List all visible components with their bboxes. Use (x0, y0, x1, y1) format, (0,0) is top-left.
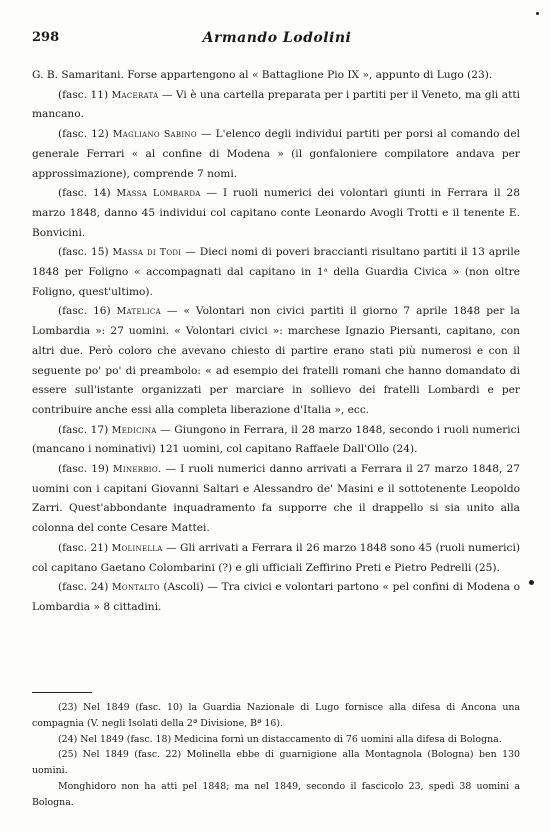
page-number: 298 (32, 30, 60, 45)
paragraph: (fasc. 16) Matelica — « Volontari non civici partiti il giorno 7 aprile 1848 per la Lombardia »: 27 uomini. « Volontari civici »: marchese Ignazio Piersanti, capitano, con altri due. Però coloro che avevano chiesto di partire erano stati più numerosi e con il seguente po' po' di preambolo: « ad esempio dei fratelli romani che hanno domandato di essere sull'istante organizzati per marciare in sollievo dei fratelli Lombardi e per contribuire anche essi alla completa liberazione d'Italia », ecc. (32, 305, 520, 416)
footnote: (24) Nel 1849 (fasc. 18) Medicina fornì un distaccamento di 76 uomini alla difesa di Bologna. (58, 733, 502, 745)
place-name: Minerbio (112, 464, 158, 476)
place-name: Macerata (111, 89, 159, 101)
footnote-rule (32, 692, 92, 693)
paragraph: (fasc. 14) Massa Lombarda — I ruoli numerici dei volontari giunti in Ferrara il 28 marzo 1848, danno 45 individui col capitano conte Leonardo Avogli Trotti e il tenente E. Bonvicini. (32, 187, 520, 239)
margin-mark (529, 580, 534, 585)
footnote: Monghidoro non ha atti pel 1848; ma nel 1849, secondo il fascicolo 23, spedì 38 uomini a Bologna. (32, 780, 520, 808)
paragraph: (fasc. 11) Macerata — Vi è una cartella preparata per i partiti per il Veneto, ma gli atti mancano. (32, 88, 520, 121)
paragraph: (fasc. 17) Medicina — Giungono in Ferrara, il 28 marzo 1848, secondo i ruoli numerici (mancano i nominativi) 121 uomini, col capitano Raffaele Dall'Ollo (24). (32, 423, 520, 456)
footnote: (23) Nel 1849 (fasc. 10) la Guardia Nazionale di Lugo fornisce alla difesa di Ancona una compagnia (V. negli Isolati della 2ª Divisione, Bª 16). (32, 702, 520, 729)
place-name: Montalto (112, 582, 160, 594)
corner-dot (536, 12, 539, 15)
paragraph: (fasc. 15) Massa di Todi — Dieci nomi di poveri braccianti risultano partiti il 13 aprile 1848 per Foligno « accompagnati dal capitano in 1ᵃ della Guardia Civica » (non oltre Foligno, quest'ultimo). (32, 246, 520, 298)
paragraph: G. B. Samaritani. Forse appartengono al « Battaglione Pio IX », appunto di Lugo (23). (32, 69, 493, 81)
place-name: Massa Lombarda (116, 188, 201, 200)
footnote: (25) Nel 1849 (fasc. 22) Molinella ebbe di guarnigione alla Montagnola (Bologna) ben 130 uomini. (32, 749, 520, 777)
place-name: Magliano Sabino (112, 129, 197, 141)
place-name: Molinella (111, 542, 163, 554)
paragraph: (fasc. 21) Molinella — Gli arrivati a Ferrara il 26 marzo 1848 sono 45 (ruoli numerici) col capitano Gaetano Colombarini (?) e gli ufficiali Zeffirino Preti e Pietro Pedrelli (25). (32, 541, 520, 574)
running-head: Armando Lodolini (202, 30, 352, 46)
paragraph: (fasc. 24) Montalto (Ascoli) — Tra civici e volontari partono « pel confini di Modena o Lombardia » 8 cittadini. (32, 581, 520, 613)
page-header (32, 30, 522, 50)
place-name: Massa di Todi (112, 247, 182, 259)
place-name: Medicina (111, 424, 157, 436)
paragraph: (fasc. 19) Minerbio. — I ruoli numerici danno arrivati a Ferrara il 27 marzo 1848, 27 uomini con i capitani Giovanni Saltari e Alessandro de' Masini e il sottotenente Leopoldo Zarri. Quest'abbondante inquadramento fa supporre che il drappello si sia unito alla colonna del conte Cesare Mattei. (32, 463, 520, 535)
body-text (32, 66, 520, 618)
place-name: Matelica (116, 306, 161, 318)
paragraph: (fasc. 12) Magliano Sabino — L'elenco degli individui partiti per porsi al comando del generale Ferrari « al confine di Modena » (il gonfaloniere compilatore andava per approssimazione), comprende 7 nomi. (32, 128, 520, 180)
footnotes (32, 700, 520, 811)
